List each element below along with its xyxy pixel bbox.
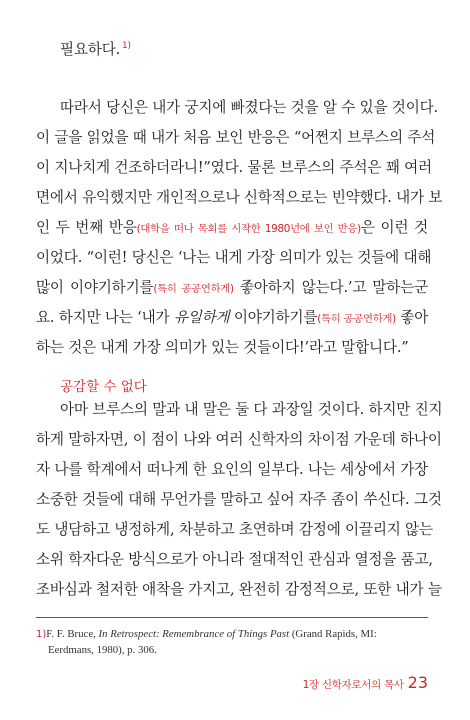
footnote-publisher: (Grand Rapids, MI: xyxy=(289,628,377,640)
paragraph2-line-6: 이었다. “이런! 당신은 ‘나는 내게 가장 의미가 있는 것들에 대해 xyxy=(36,249,432,266)
annotation-aside: (특히 공공연하게) xyxy=(153,283,234,295)
section-heading: 공감할 수 없다 xyxy=(60,379,147,395)
footnote-number: 1) xyxy=(36,629,47,640)
text-span: 좋아하지 않는다.’고 말하는군 xyxy=(233,279,429,296)
section-line-3: 자 나를 학계에서 떠나게 한 요인의 일부다. 나는 세상에서 가장 xyxy=(36,461,428,478)
footnote-line-2: Eerdmans, 1980), p. 306. xyxy=(48,644,157,656)
footnote-line-1 xyxy=(36,626,428,643)
section-line-5: 도 냉담하고 냉정하게, 차분하고 초연하며 감정에 이끌리지 않는 xyxy=(36,521,433,538)
section-line-4: 소중한 것들에 대해 무언가를 말하고 싶어 자주 좀이 쑤신다. 그것 xyxy=(36,491,442,508)
text-span: 이야기하기를 xyxy=(229,309,318,326)
section-line-2: 하게 말하자면, 이 점이 나와 여러 신학자의 차이점 가운데 하나이 xyxy=(36,431,442,448)
paragraph2-line-4: 면에서 유익했지만 개인적으로나 신학적으로는 빈약했다. 내가 보 xyxy=(36,189,443,206)
annotation-aside: (대학을 떠나 목회를 시작한 1980년에 보인 반응) xyxy=(136,223,361,235)
footnote-author: F. F. Bruce, xyxy=(46,628,99,640)
footnote-divider xyxy=(36,617,428,618)
paragraph1-line xyxy=(60,40,428,62)
paragraph2-line-7 xyxy=(36,278,428,299)
section-line-6: 소위 학자다운 방식으로가 아니라 절대적인 관심과 열정을 품고, xyxy=(36,551,433,568)
running-footer xyxy=(303,673,428,692)
text-span: 많이 이야기하기를 xyxy=(36,279,154,296)
section-line-7: 조바심과 철저한 애착을 가지고, 완전히 감정적으로, 또한 내가 늘 xyxy=(36,581,442,598)
text-span: 요. 하지만 나는 ‘내가 xyxy=(36,309,174,326)
paragraph2-line-9: 하는 것은 내게 가장 의미가 있는 것들이다!’라고 말합니다.” xyxy=(36,339,409,356)
emphasis-text: 유일하게 xyxy=(173,309,230,326)
paragraph1-text: 필요하다. xyxy=(60,41,121,58)
footnote-title: In Retrospect: Remembrance of Things Past xyxy=(98,628,290,640)
page-number: 23 xyxy=(407,673,428,692)
text-span: 좋아 xyxy=(395,309,429,326)
text-span: 은 이런 것 xyxy=(360,219,429,236)
paragraph2-line-8 xyxy=(36,308,428,329)
footnote-ref: 1) xyxy=(122,41,131,51)
paragraph2-line-3: 이 지나치게 건조하더라니!”였다. 물론 브루스의 주석은 꽤 여러 xyxy=(36,159,432,176)
section-line-1: 아마 브루스의 말과 내 말은 둘 다 과장일 것이다. 하지만 진지 xyxy=(60,401,443,418)
paragraph2-line-1: 따라서 당신은 내가 궁지에 빠졌다는 것을 알 수 있을 것이다. xyxy=(60,99,438,116)
annotation-aside: (특히 공공연하게) xyxy=(317,313,396,325)
paragraph2-line-5 xyxy=(36,218,428,239)
paragraph2-line-2: 이 글을 읽었을 때 내가 처음 보인 반응은 “어쩐지 브루스의 주석 xyxy=(36,129,436,146)
text-span: 인 두 번째 반응 xyxy=(36,219,137,236)
chapter-label: 1장 신학자로서의 목사 xyxy=(302,679,404,691)
